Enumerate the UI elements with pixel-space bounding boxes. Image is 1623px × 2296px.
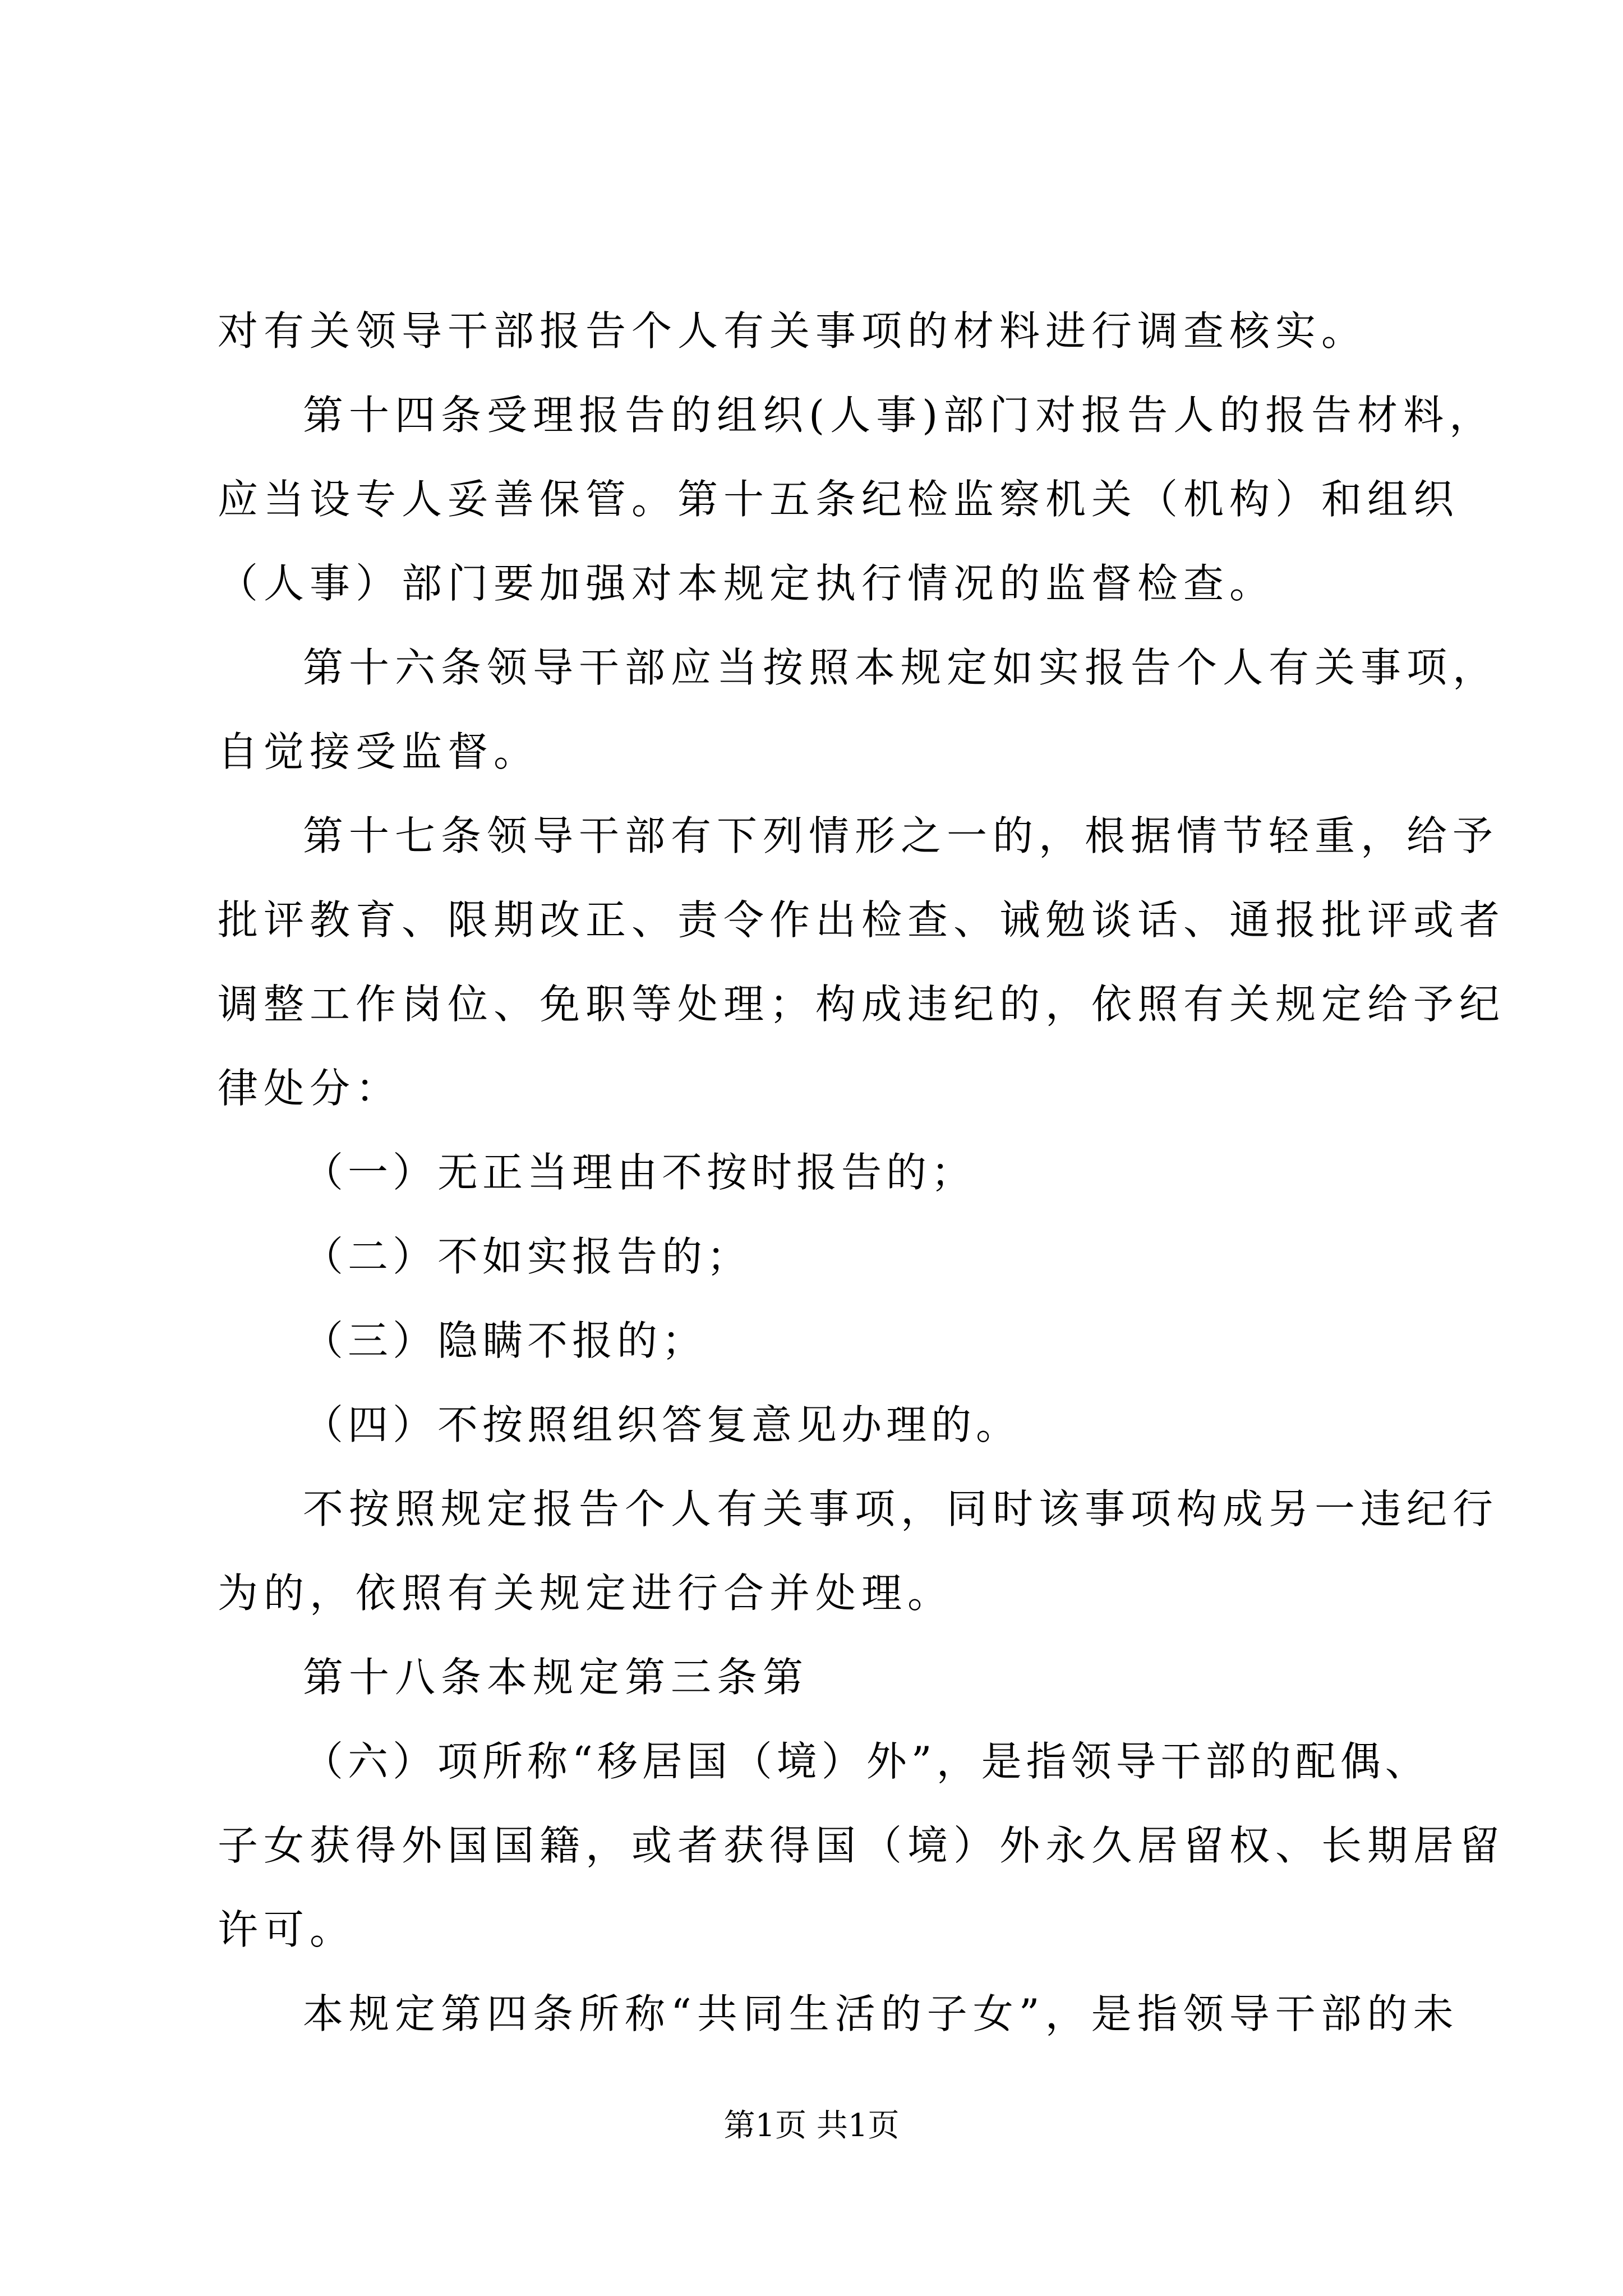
text-line-3: 应当设专人妥善保管。第十五条纪检监察机关（机构）和组织 bbox=[218, 476, 1460, 523]
list-item-1: （一）无正当理由不按时报告的； bbox=[303, 1149, 976, 1196]
text-line-6: 自觉接受监督。 bbox=[218, 728, 540, 775]
text-line-2: 第十四条受理报告的组织(人事)部门对报告人的报告材料， bbox=[303, 392, 1496, 439]
page-footer: 第1页 共1页 bbox=[723, 2108, 900, 2144]
text-line-1: 对有关领导干部报告个人有关事项的材料进行调查核实。 bbox=[218, 307, 1368, 355]
text-line-17: 第十八条本规定第三条第 bbox=[303, 1654, 809, 1701]
text-line-10: 律处分： bbox=[218, 1065, 402, 1112]
text-line-19: 子女获得外国国籍，或者获得国（境）外永久居留权、长期居留 bbox=[218, 1822, 1506, 1869]
text-line-7: 第十七条领导干部有下列情形之一的，根据情节轻重，给予 bbox=[303, 812, 1499, 859]
text-line-16: 为的，依照有关规定进行合并处理。 bbox=[218, 1570, 954, 1617]
list-item-4: （四）不按照组织答复意见办理的。 bbox=[303, 1401, 1021, 1448]
text-line-21: 本规定第四条所称“共同生活的子女”，是指领导干部的未 bbox=[303, 1990, 1459, 2037]
text-line-15: 不按照规定报告个人有关事项，同时该事项构成另一违纪行 bbox=[303, 1485, 1499, 1533]
text-line-4: （人事）部门要加强对本规定执行情况的监督检查。 bbox=[218, 560, 1276, 607]
text-line-18: （六）项所称“移居国（境）外”，是指领导干部的配偶、 bbox=[303, 1738, 1430, 1785]
list-item-3: （三）隐瞒不报的； bbox=[303, 1317, 707, 1364]
text-line-8: 批评教育、限期改正、责令作出检查、诫勉谈话、通报批评或者 bbox=[218, 896, 1506, 944]
list-item-2: （二）不如实报告的； bbox=[303, 1233, 752, 1280]
text-line-9: 调整工作岗位、免职等处理；构成违纪的，依照有关规定给予纪 bbox=[218, 981, 1506, 1028]
text-line-20: 许可。 bbox=[218, 1906, 356, 1953]
text-line-5: 第十六条领导干部应当按照本规定如实报告个人有关事项， bbox=[303, 644, 1499, 691]
